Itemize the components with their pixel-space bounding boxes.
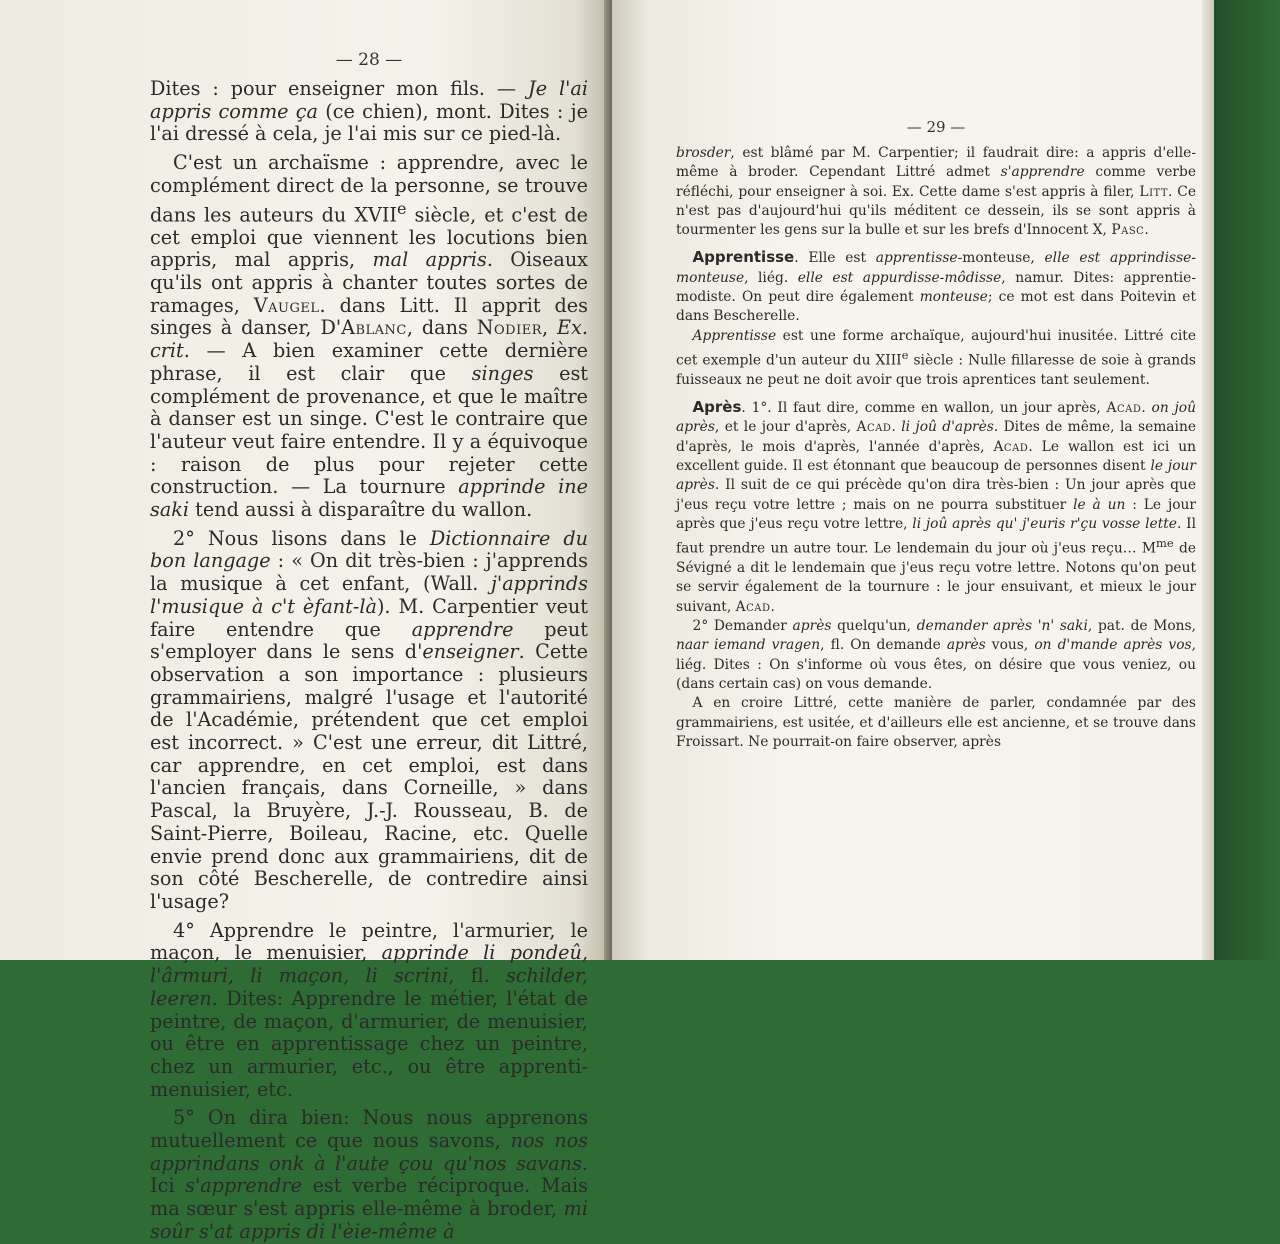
text-run: . Dites de même, la semaine d'après, le mois d'après, l'année d'après, — [676, 419, 1196, 455]
paragraph — [676, 327, 1196, 390]
italic-run: mal appris — [372, 248, 487, 272]
italic-run: demander après 'n' saki — [916, 618, 1088, 635]
text-run: . Ce n'est pas d'aujourd'hui qu'ils méditent ce dessein, ils se sont appris à tourmenter les gens sur la bulle et sur les brefs d'Innocent X, — [676, 183, 1196, 239]
text-run: C'est un archaïsme : apprendre, avec le complément direct de la personne, se trouve dans les auteurs du XVII — [150, 151, 588, 226]
text-run: 2° Demander — [692, 618, 793, 635]
italic-run: mi soûr s'at appris di l'èie-même à — [150, 1197, 588, 1243]
text-run: vous, — [985, 637, 1035, 654]
text-run: quelqu'un, — [831, 618, 917, 635]
paragraph — [676, 617, 1196, 694]
text-run: peut s'employer dans le sens d' — [150, 617, 588, 664]
italic-run: apprinde li pondeû, l'ârmuri, li maçon, li scrini — [150, 941, 588, 988]
text-run: . — [1141, 400, 1152, 417]
italic-run: j'apprinds l'musique à c't èfant-là — [150, 572, 588, 618]
text-run: . Oiseaux qu'ils ont appris à chanter toutes sortes de ramages, — [150, 248, 588, 317]
text-run: , namur. Dites: apprentie-modiste. On peut dire également — [676, 269, 1196, 306]
paragraph — [150, 1107, 588, 1243]
text-run: tend aussi à disparaître du wallon. — [189, 498, 533, 522]
italic-run: enseigner — [422, 640, 519, 664]
italic-run: apprendre — [411, 617, 514, 641]
italic-run: Apprentisse — [692, 327, 777, 344]
italic-run: nos nos apprindans onk à l'aute çou qu'nos savans — [150, 1129, 588, 1175]
superscript-run: me — [1155, 536, 1174, 551]
small-caps-run: Ablanc — [341, 316, 407, 340]
text-run: . — [1144, 222, 1149, 239]
paragraph — [150, 920, 588, 1102]
text-run: 5° On dira bien: Nous nous apprenons mutuellement ce que nous savons, — [150, 1106, 588, 1153]
small-caps-run: Acad — [856, 419, 892, 436]
text-run: , liég. Dites : On s'informe où vous êtes, on désire que vous veniez, ou (dans certain cas) on vous demande. — [676, 637, 1196, 692]
text-run: de Sévigné a dit le lendemain que j'eus reçu votre lettre. Notons qu'on peut se servir également de la tournure : le jour ensuivant, et mieux le jour suivant, — [676, 540, 1196, 615]
paragraph — [150, 78, 588, 146]
paragraph — [150, 528, 588, 914]
page-number-left: — 28 — — [335, 50, 403, 70]
text-run: est verbe réciproque. Mais ma sœur s'est appris elle-même à broder, — [150, 1174, 588, 1221]
text-run: . Cette observation a son importance : plusieurs grammairiens, malgré l'usage et l'autorité de l'Académie, prétendent que cet emploi est incorrect. » C'est une erreur, dit Littré, car apprendre, en cet emploi, est dans l'ancien français, dans Corneille, » dans Pascal, la Bruyère, J.-J. Rousseau, B. de Saint-Pierre, Boileau, Racine, etc. Quelle envie prend donc aux grammairiens, dit de son côté Bescherelle, de contredire ainsi l'usage? — [150, 640, 588, 913]
text-run: (ce chien), mont. Dites : je l'ai dressé à cela, je l'ai mis sur ce pied-là. — [150, 99, 588, 146]
superscript-run: e — [397, 198, 407, 218]
italic-run: naar iemand vragen — [676, 637, 821, 654]
italic-run: Dictionnaire du bon langage — [150, 526, 588, 573]
text-run: . Dites: Apprendre le métier, l'état de peintre, de maçon, d'armurier, de menuisier, ou être en apprentissage chez un peintre, chez un armurier, etc., ou être apprenti-menuisier, etc. — [150, 986, 588, 1101]
text-run: , fl. On demande — [820, 637, 947, 654]
text-run: , pat. de Mons, — [1087, 618, 1197, 635]
background-edge — [1214, 0, 1280, 960]
text-run: . Il faut prendre un autre tour. Le lendemain du jour où j'eus reçu… M — [676, 515, 1197, 557]
text-run: Dites : pour enseigner mon fils. — — [150, 77, 529, 100]
right-page-text — [676, 144, 1196, 752]
small-caps-run: Litt — [1139, 183, 1169, 200]
text-run: . Il suit de ce qui précède qu'on dira très-bien : Un jour après que j'eus reçu votre lettre ; mais on ne pourra substituer — [676, 477, 1196, 513]
text-run: . — [891, 419, 902, 436]
text-run: . 1°. Il faut dire, comme en wallon, un jour après, — [741, 400, 1107, 417]
text-run: . — A bien examiner cette dernière phrase, il est clair que — [150, 339, 588, 385]
text-run: siècle, et c'est de cet emploi que viennent les locutions bien appris, mal appris, — [150, 202, 588, 272]
superscript-run: e — [901, 347, 909, 362]
italic-run: après — [792, 618, 832, 635]
italic-run: li joû après qu' j'euris r'çu vosse lette — [912, 515, 1177, 532]
italic-run: s'apprendre — [1000, 164, 1085, 181]
small-caps-run: Acad — [1106, 400, 1142, 417]
paragraph — [676, 144, 1196, 240]
italic-run: schilder, leeren — [150, 964, 588, 1010]
text-run: . Elle est — [794, 250, 876, 267]
text-run: est complément de provenance, et que le maître à danser est un singe. C'est le contraire que l'auteur veut faire entendre. Il y a équivoque : raison de plus pour rejeter cette construction. — La tournure — [150, 361, 588, 499]
small-caps-run: Nodier — [476, 316, 543, 340]
text-run: siècle : Nulle fillaresse de soie à grands fuisseaux ne peut ne doit avoir que trois aprentices tant seulement. — [676, 352, 1196, 388]
italic-run: elle est appurdisse-môdisse — [797, 269, 1002, 286]
italic-run: on d'mande après vos — [1034, 637, 1192, 654]
small-caps-run: Acad — [993, 438, 1029, 455]
text-run: : « On dit très-bien : j'apprends la musique à cet enfant, (Wall. — [150, 549, 588, 596]
text-run: ). M. Carpentier veut faire entendre que — [150, 594, 588, 641]
text-run: , fl. — [448, 964, 506, 988]
text-run: , liég. — [744, 269, 798, 286]
italic-run: s'apprendre — [185, 1174, 302, 1198]
small-caps-run: Vaugel — [253, 293, 320, 317]
small-caps-run: Pasc — [1111, 222, 1145, 239]
text-run: , et le jour d'après, — [714, 419, 857, 436]
text-run: . dans Litt. Il apprit des singes à danser, D' — [150, 293, 588, 340]
text-run: . — [770, 598, 775, 615]
italic-run: monteuse — [919, 289, 988, 306]
italic-run: apprinde ine saki — [150, 475, 588, 522]
paragraph — [676, 248, 1196, 326]
text-run: , — [542, 316, 558, 340]
italic-run: le à un — [1073, 496, 1126, 513]
italic-run: elle est apprindisse-monteuse — [676, 250, 1196, 286]
entry-headword: Apprentisse — [692, 248, 795, 267]
italic-run: li joû d'après — [901, 419, 994, 436]
text-run: est une forme archaïque, aujourd'hui inusitée. Littré cite cet exemple d'un auteur du XIII — [676, 327, 1196, 369]
italic-run: le jour après — [676, 458, 1196, 494]
italic-run: on joû après — [676, 400, 1196, 436]
page-number-right: — 29 — — [906, 118, 966, 136]
text-run: . Ici — [150, 1151, 588, 1198]
text-run: ; ce mot est dans Poitevin et dans Bescherelle. — [676, 289, 1197, 325]
entry-headword: Après — [692, 398, 742, 417]
italic-run: singes — [471, 361, 534, 385]
italic-run: Ex. crit — [150, 316, 588, 363]
text-run: A en croire Littré, cette manière de parler, condamnée par des grammairiens, est usitée, et d'ailleurs elle est ancienne, et se trouve dans Froissart. Ne pourrait-on faire observer, après — [676, 695, 1196, 750]
paragraph — [676, 694, 1196, 752]
paragraph — [150, 152, 588, 522]
small-caps-run: Acad — [735, 598, 771, 615]
paragraph — [676, 398, 1196, 617]
text-run: comme verbe réfléchi, pour enseigner à soi. Ex. Cette dame s'est appris à filer, — [676, 164, 1196, 200]
right-page — [612, 0, 1214, 960]
italic-run: Je l'ai appris comme ça — [150, 77, 588, 123]
italic-run: apprentisse — [875, 250, 958, 267]
text-run: . Le wallon est ici un excellent guide. Il est étonnant que beaucoup de personnes disent — [676, 438, 1196, 475]
italic-run: brosder — [676, 145, 731, 161]
text-run: : Le jour après que j'eus reçu votre lettre, — [676, 496, 1197, 532]
text-run: -monteuse, — [957, 250, 1045, 267]
left-page-text — [150, 78, 588, 1244]
text-run: 4° Apprendre le peintre, l'armurier, le maçon, le menuisier, — [150, 918, 588, 965]
left-page — [0, 0, 612, 1243]
text-run: 2° Nous lisons dans le — [173, 526, 430, 550]
italic-run: après — [946, 637, 986, 654]
text-run: , dans — [406, 316, 477, 340]
text-run: , est blâmé par M. Carpentier; il faudrait dire: a appris d'elle-même à broder. Cependant Littré admet — [676, 145, 1196, 181]
